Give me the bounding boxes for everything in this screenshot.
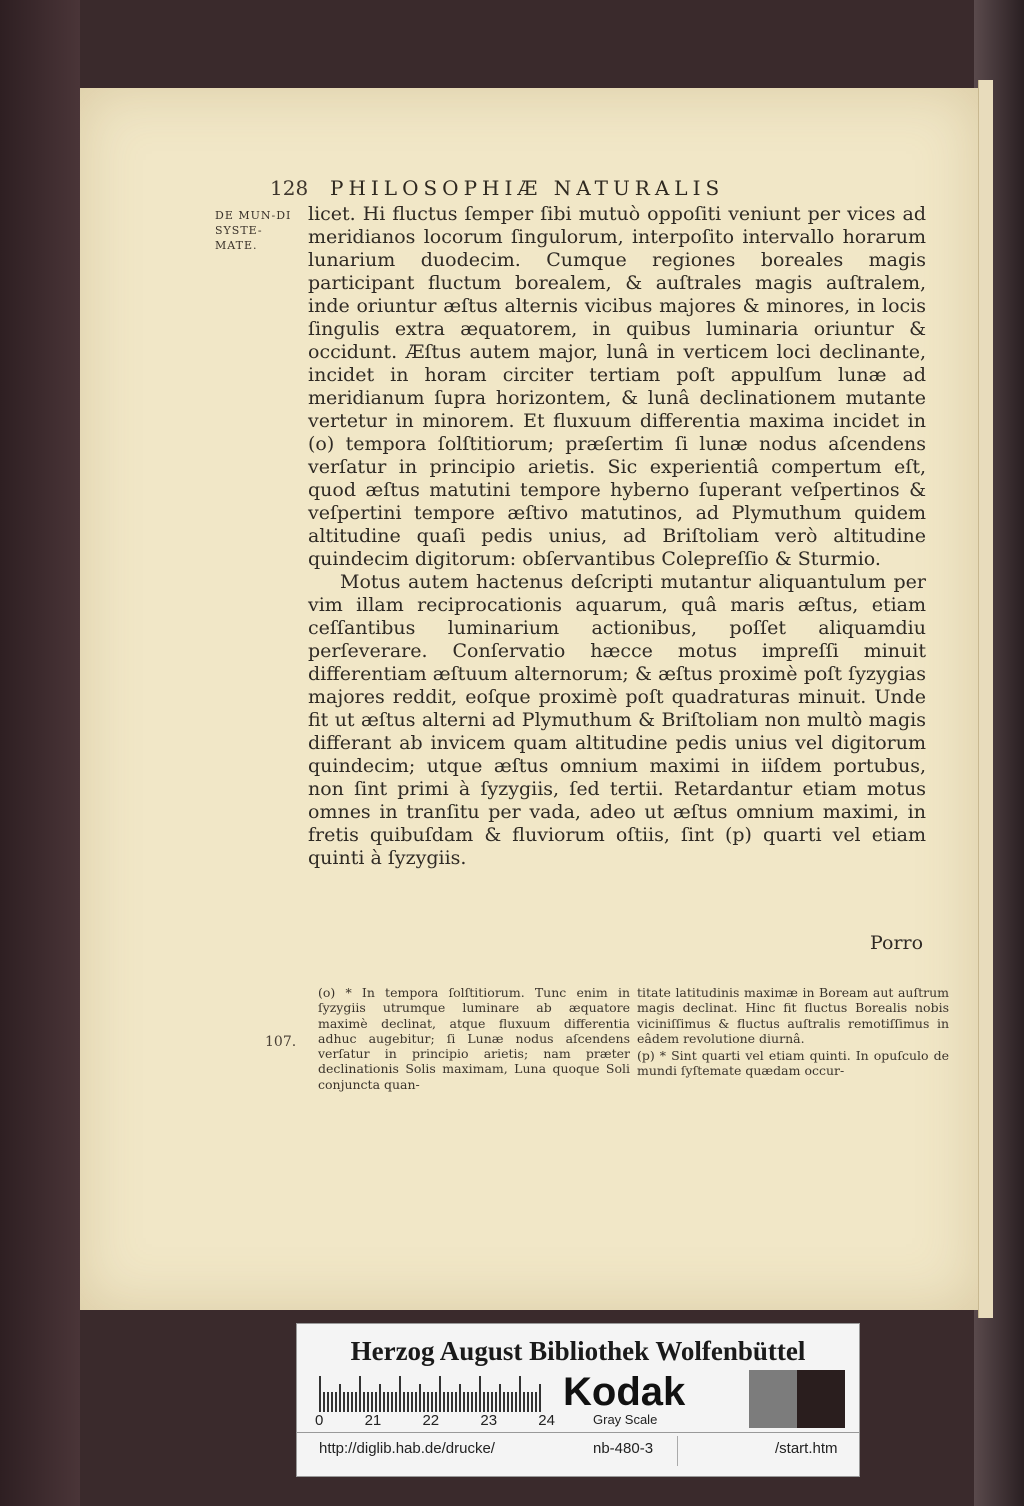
catchword: Porro: [870, 932, 924, 954]
ruler-tick: [391, 1392, 393, 1412]
ruler-tick: [419, 1384, 421, 1412]
ruler-tick: [535, 1392, 537, 1412]
footnote-left: [318, 985, 630, 1094]
ruler-tick: [427, 1392, 429, 1412]
ruler-tick: [379, 1384, 381, 1412]
url-base[interactable]: http://diglib.hab.de/drucke/: [319, 1440, 495, 1457]
ruler-tick: [499, 1384, 501, 1412]
ruler-tick: [359, 1376, 361, 1412]
ruler-tick: [479, 1376, 481, 1412]
footnote-o: (o) * In tempora ſolſtitiorum. Tunc enim in ſyzygiis utrumque luminare ab æquatore maximè declinat, atque fluxuum differentia adhuc augebitur; ſi Lunæ nodus aſcendens verſatur in principio arietis; nam præter declinationis Solis maximam, Luna quoque Soli conjuncta quan-: [318, 985, 630, 1092]
ruler-tick: [395, 1392, 397, 1412]
ruler-tick: [343, 1392, 345, 1412]
scale-number: 0: [315, 1412, 324, 1429]
ruler-tick: [439, 1376, 441, 1412]
ruler-tick: [459, 1384, 461, 1412]
footnote-right: [637, 985, 949, 1081]
ruler-tick: [383, 1392, 385, 1412]
ruler-tick: [347, 1392, 349, 1412]
ruler-tick: [539, 1384, 541, 1412]
ruler-tick: [411, 1392, 413, 1412]
ruler-tick: [403, 1392, 405, 1412]
gray-scale-label: Gray Scale: [593, 1412, 658, 1427]
main-text: [308, 203, 926, 870]
footnote-p: (p) * Sint quarti vel etiam quinti. In opuſculo de mundi ſyſtemate quædam occur-: [637, 1048, 949, 1079]
ruler-tick: [455, 1392, 457, 1412]
ruler-tick: [335, 1392, 337, 1412]
running-title: PHILOSOPHIÆ NATURALIS: [330, 176, 725, 200]
ruler-tick: [387, 1392, 389, 1412]
gray-swatch: [749, 1370, 797, 1428]
ruler-tick: [355, 1392, 357, 1412]
ruler-tick: [431, 1392, 433, 1412]
ruler-tick: [351, 1392, 353, 1412]
margin-number: 107.: [265, 1034, 297, 1050]
ruler-tick: [443, 1392, 445, 1412]
background-left: [0, 0, 80, 1506]
ruler-tick: [415, 1392, 417, 1412]
card-divider-line: [297, 1432, 859, 1433]
ruler-tick: [451, 1392, 453, 1412]
ruler-tick: [319, 1376, 321, 1412]
ruler-tick: [495, 1392, 497, 1412]
ruler-tick: [507, 1392, 509, 1412]
ruler-tick: [423, 1392, 425, 1412]
ruler-tick: [435, 1392, 437, 1412]
ruler-tick: [475, 1392, 477, 1412]
paragraph-1: licet. Hi fluctus ſemper ſibi mutuò oppoſiti veniunt per vices ad meridianos locorum ſingulorum, interpoſito intervallo horarum lunarium duodecim. Cumque regiones boreales magis participant fluctum borealem, & auſtrales magis auſtralem, inde oriuntur æſtus alternis vicibus majores & minores, in locis ſingulis extra æquatorem, in quibus luminaria oriuntur & occidunt. Æſtus autem major, lunâ in verticem loci declinante, incidet in horam circiter tertiam poſt appulſum lunæ ad meridianum ſupra horizontem, & lunâ declinationem mutante vertetur in minorem. Et fluxuum differentia maxima incidet in (o) tempora ſolſtitiorum; præſertim ſi lunæ nodus aſcendens verſatur in principio arietis. Sic experientiâ compertum eſt, quod æſtus matutini tempore hyberno ſuperant veſpertinos & veſpertini tempore æſtivo matutinos, ad Plymuthum quidem altitudine quaſi pedis unius, ad Briſtoliam verò altitudine quindecim digitorum: obſervantibus Colepreſſio & Sturmio.: [308, 203, 926, 570]
ruler-tick: [331, 1392, 333, 1412]
page-number: 128: [270, 176, 309, 200]
url-id[interactable]: nb-480-3: [593, 1440, 654, 1457]
ruler-tick: [363, 1392, 365, 1412]
ruler-tick: [483, 1392, 485, 1412]
ruler-tick: [323, 1392, 325, 1412]
scale-numbers: [315, 1412, 555, 1429]
kodak-logo: Kodak: [563, 1370, 686, 1414]
ruler-tick: [487, 1392, 489, 1412]
ruler-tick: [339, 1384, 341, 1412]
library-card: [296, 1323, 860, 1477]
paragraph-2: Motus autem hactenus deſcripti mutantur aliquantulum per vim illam reciprocationis aquarum, quâ maris æſtus, etiam ceſſantibus luminarium actionibus, poſſet aliquamdiu perſeverare. Conſervatio hæcce motus impreſſi minuit differentiam æſtuum alternorum; & æſtus proximè poſt ſyzygias majores reddit, eoſque proximè poſt quadraturas minuit. Unde fit ut æſtus alterni ad Plymuthum & Briſtoliam non multò magis differant ab invicem quam altitudine pedis unius vel digitorum quindecim; utque æſtus omnium maximi in iiſdem portubus, non ſint primi à ſyzygiis, ſed tertii. Retardantur etiam motus omnes in tranſitu per vada, adeo ut æſtus omnium maximi, in fretis quibuſdam & fluviorum oſtiis, ſint (p) quarti vel etiam quinti à ſyzygiis.: [308, 571, 926, 869]
footnote-o-continued: titate latitudinis maximæ in Boream aut auſtrum magis declinat. Hinc fit fluctus Borealis nobis viciniſſimus & fluctus auſtralis remotiſſimus in eâdem revolutione diurnâ.: [637, 985, 949, 1046]
ruler-tick: [327, 1392, 329, 1412]
ruler-scale: [319, 1376, 549, 1412]
ruler-tick: [399, 1376, 401, 1412]
ruler-tick: [519, 1376, 521, 1412]
ruler-tick: [531, 1392, 533, 1412]
ruler-tick: [467, 1392, 469, 1412]
scale-number: 24: [538, 1412, 555, 1429]
page-edge: [978, 80, 993, 1318]
ruler-tick: [511, 1392, 513, 1412]
url-start[interactable]: /start.htm: [775, 1440, 838, 1457]
ruler-tick: [523, 1392, 525, 1412]
ruler-tick: [471, 1392, 473, 1412]
ruler-tick: [371, 1392, 373, 1412]
url-separator: [677, 1436, 678, 1466]
library-title: Herzog August Bibliothek Wolfenbüttel: [350, 1336, 806, 1366]
margin-note: DE MUN-DI SYSTE-MATE.: [215, 209, 292, 252]
ruler-tick: [447, 1392, 449, 1412]
ruler-tick: [527, 1392, 529, 1412]
ruler-tick: [491, 1392, 493, 1412]
ruler-tick: [463, 1392, 465, 1412]
scale-number: 23: [480, 1412, 498, 1429]
ruler-tick: [503, 1392, 505, 1412]
ruler-tick: [515, 1392, 517, 1412]
ruler-tick: [375, 1392, 377, 1412]
scale-number: 22: [422, 1412, 440, 1429]
ruler-tick: [367, 1392, 369, 1412]
scale-number: 21: [364, 1412, 382, 1429]
dark-swatch: [797, 1370, 845, 1428]
ruler-tick: [407, 1392, 409, 1412]
